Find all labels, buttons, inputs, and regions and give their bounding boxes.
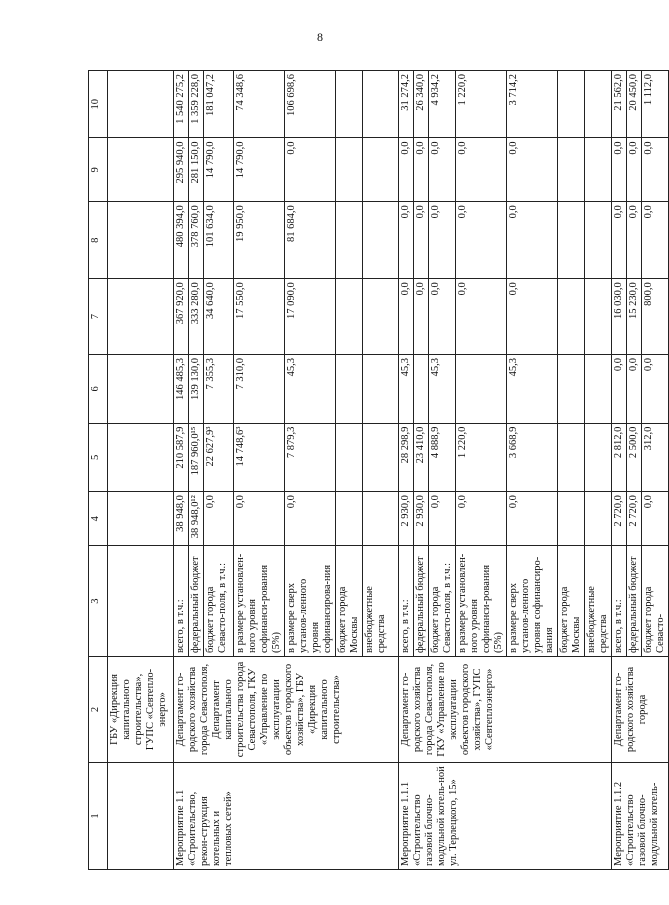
value-cell: 1 359 228,0 xyxy=(189,71,204,138)
value-cell: 45,3 xyxy=(507,355,558,424)
value-cell: 210 587,9 xyxy=(174,423,189,492)
header-cell: 6 xyxy=(89,355,108,424)
value-cell xyxy=(108,71,174,138)
funding-source-cell: федеральный бюджет xyxy=(189,546,204,657)
value-cell: 139 130,0 xyxy=(189,355,204,424)
value-cell: 45,3 xyxy=(399,355,414,424)
funding-source-cell: бюджет города Севасто-поля, в т.ч.: xyxy=(429,546,456,657)
value-cell: 0,0 xyxy=(285,138,336,202)
value-cell: 17 090,0 xyxy=(285,279,336,355)
value-cell xyxy=(336,138,363,202)
funding-source-cell: в размере сверх установ-ленного уровня софинансиро-вания xyxy=(507,546,558,657)
value-cell: 0,0 xyxy=(399,279,414,355)
value-cell: 367 920,0 xyxy=(174,279,189,355)
funding-source-cell: внебюджетные средства xyxy=(585,546,612,657)
value-cell xyxy=(558,202,585,279)
value-cell: 21 562,0 xyxy=(612,71,627,138)
value-cell: 0,0 xyxy=(456,138,507,202)
value-cell: 22 627,9³ xyxy=(204,423,234,492)
budget-table xyxy=(88,70,669,870)
funding-source-cell: всего, в т.ч.: xyxy=(174,546,189,657)
value-cell: 312,0 xyxy=(642,423,669,492)
value-cell: 19 950,0 xyxy=(234,202,285,279)
value-cell: 4 934,2 xyxy=(429,71,456,138)
value-cell: 0,0 xyxy=(627,355,642,424)
value-cell: 2 812,0 xyxy=(612,423,627,492)
value-cell xyxy=(336,202,363,279)
funding-source-cell: внебюджетные средства xyxy=(363,546,399,657)
value-cell: 0,0 xyxy=(612,138,627,202)
value-cell: 800,0 xyxy=(642,279,669,355)
funding-source-cell: в размере установлен-ного уровня софинанси-рования (5%) xyxy=(234,546,285,657)
value-cell: 106 698,6 xyxy=(285,71,336,138)
value-cell: 15 230,0 xyxy=(627,279,642,355)
funding-source-cell xyxy=(108,546,174,657)
value-cell: 295 940,0 xyxy=(174,138,189,202)
value-cell: 281 150,0 xyxy=(189,138,204,202)
value-cell: 45,3 xyxy=(285,355,336,424)
value-cell xyxy=(558,423,585,492)
value-cell xyxy=(558,279,585,355)
header-cell: 3 xyxy=(89,546,108,657)
measure-cell: Мероприятие 1.1.1 «Строительство газовой блочно-модульной котель-ной ул. Терлецкого, 15» xyxy=(399,762,612,869)
value-cell: 0,0 xyxy=(414,202,429,279)
value-cell: 378 760,0 xyxy=(189,202,204,279)
value-cell: 0,0 xyxy=(612,202,627,279)
value-cell xyxy=(558,138,585,202)
table-row xyxy=(174,71,189,870)
value-cell: 2 720,0 xyxy=(627,492,642,546)
value-cell: 38 948,0 xyxy=(174,492,189,546)
funding-source-cell: бюджет города Севасто-поля, в т.ч.: xyxy=(204,546,234,657)
table-row xyxy=(612,71,627,870)
value-cell: 101 634,0 xyxy=(204,202,234,279)
value-cell: 0,0 xyxy=(456,279,507,355)
value-cell xyxy=(108,279,174,355)
value-cell xyxy=(108,355,174,424)
value-cell xyxy=(585,492,612,546)
value-cell: 4 888,9 xyxy=(429,423,456,492)
value-cell xyxy=(336,355,363,424)
value-cell: 181 047,2 xyxy=(204,71,234,138)
value-cell: 45,3 xyxy=(429,355,456,424)
executor-cell: Департамент го-родского хозяйства города xyxy=(612,657,669,763)
value-cell xyxy=(363,492,399,546)
value-cell: 23 410,0 xyxy=(414,423,429,492)
value-cell xyxy=(336,423,363,492)
value-cell: 0,0 xyxy=(642,492,669,546)
value-cell: 17 550,0 xyxy=(234,279,285,355)
value-cell xyxy=(585,423,612,492)
measure-cell: Мероприятие 1.1.2 «Строительство газовой блочно-модульной котель- xyxy=(612,762,669,869)
value-cell xyxy=(363,71,399,138)
value-cell: 3 714,2 xyxy=(507,71,558,138)
page-number: 8 xyxy=(317,30,323,44)
value-cell: 28 298,9 xyxy=(399,423,414,492)
value-cell: 0,0 xyxy=(285,492,336,546)
value-cell xyxy=(585,279,612,355)
value-cell xyxy=(108,202,174,279)
header-row xyxy=(89,71,108,870)
value-cell xyxy=(336,279,363,355)
value-cell: 7 355,3 xyxy=(204,355,234,424)
header-cell: 4 xyxy=(89,492,108,546)
value-cell: 0,0 xyxy=(414,279,429,355)
value-cell: 26 340,0 xyxy=(414,71,429,138)
value-cell xyxy=(585,355,612,424)
measure-cell: Мероприятие 1.1 «Строительство, рекон-струкция котельных и тепловых сетей» xyxy=(174,762,399,869)
value-cell: 2 930,0 xyxy=(399,492,414,546)
funding-source-cell: бюджет города Москвы xyxy=(558,546,585,657)
value-cell: 0,0 xyxy=(429,279,456,355)
header-cell: 10 xyxy=(89,71,108,138)
value-cell xyxy=(363,279,399,355)
value-cell xyxy=(336,492,363,546)
value-cell: 20 450,0 xyxy=(627,71,642,138)
value-cell: 333 280,0 xyxy=(189,279,204,355)
value-cell xyxy=(108,423,174,492)
value-cell xyxy=(414,355,429,424)
value-cell xyxy=(558,71,585,138)
value-cell xyxy=(336,71,363,138)
value-cell xyxy=(363,355,399,424)
value-cell: 480 394,0 xyxy=(174,202,189,279)
value-cell: 0,0 xyxy=(507,138,558,202)
funding-source-cell: в размере установлен-ного уровня софинанси-рования (5%) xyxy=(456,546,507,657)
funding-source-cell: федеральный бюджет xyxy=(627,546,642,657)
value-cell: 2 500,0 xyxy=(627,423,642,492)
value-cell: 38 948,0¹² xyxy=(189,492,204,546)
value-cell: 34 640,0 xyxy=(204,279,234,355)
value-cell: 0,0 xyxy=(429,138,456,202)
value-cell xyxy=(558,492,585,546)
value-cell: 0,0 xyxy=(399,138,414,202)
value-cell: 81 684,0 xyxy=(285,202,336,279)
value-cell xyxy=(456,355,507,424)
value-cell: 16 030,0 xyxy=(612,279,627,355)
value-cell: 0,0 xyxy=(627,138,642,202)
value-cell: 187 960,0¹⁵ xyxy=(189,423,204,492)
value-cell: 14 748,6³ xyxy=(234,423,285,492)
value-cell: 0,0 xyxy=(204,492,234,546)
funding-source-cell: в размере сверх установ-ленного уровня софинансирова-ния xyxy=(285,546,336,657)
executor-cell: Департамент го-родского хозяйства города Севастополя, Департамент капитального строительства города Севастополя, ГКУ «Управление по эксплуатации объектов городского хозяйства», ГБУ «Дирекция капитального строительства» xyxy=(174,657,399,763)
rotated-table-container xyxy=(88,70,666,870)
funding-source-cell: бюджет города Москвы xyxy=(336,546,363,657)
value-cell xyxy=(108,138,174,202)
value-cell: 3 668,9 xyxy=(507,423,558,492)
value-cell: 2 720,0 xyxy=(612,492,627,546)
value-cell: 0,0 xyxy=(507,202,558,279)
value-cell xyxy=(108,492,174,546)
header-cell: 7 xyxy=(89,279,108,355)
value-cell: 14 790,0 xyxy=(204,138,234,202)
value-cell: 0,0 xyxy=(234,492,285,546)
header-cell: 9 xyxy=(89,138,108,202)
value-cell: 0,0 xyxy=(642,202,669,279)
value-cell: 0,0 xyxy=(627,202,642,279)
executor-cell: ГБУ «Дирекция капитального строительства», ГУПС «Севтепло-энерго» xyxy=(108,657,174,763)
funding-source-cell: федеральный бюджет xyxy=(414,546,429,657)
funding-source-cell: бюджет города Севасто- xyxy=(642,546,669,657)
value-cell: 1 540 275,2 xyxy=(174,71,189,138)
value-cell: 14 790,0 xyxy=(234,138,285,202)
measure-cell xyxy=(108,762,174,869)
executor-cell: Департамент го-родского хозяйства города Севастополя, ГКУ «Управление по эксплуатации объектов городского хозяйства», ГУПС «Севтеплоэнерго» xyxy=(399,657,612,763)
value-cell xyxy=(585,138,612,202)
table-row xyxy=(108,71,174,870)
value-cell: 0,0 xyxy=(429,492,456,546)
funding-source-cell: всего, в т.ч.: xyxy=(399,546,414,657)
value-cell: 2 930,0 xyxy=(414,492,429,546)
value-cell: 7 879,3 xyxy=(285,423,336,492)
funding-source-cell: всего, в т.ч.: xyxy=(612,546,627,657)
value-cell: 0,0 xyxy=(429,202,456,279)
header-cell: 1 xyxy=(89,762,108,869)
value-cell: 0,0 xyxy=(414,138,429,202)
value-cell: 0,0 xyxy=(507,492,558,546)
value-cell xyxy=(585,71,612,138)
header-cell: 8 xyxy=(89,202,108,279)
value-cell xyxy=(363,423,399,492)
value-cell: 0,0 xyxy=(399,202,414,279)
table-row xyxy=(399,71,414,870)
value-cell: 0,0 xyxy=(642,355,669,424)
value-cell: 74 348,6 xyxy=(234,71,285,138)
value-cell xyxy=(585,202,612,279)
value-cell: 1 112,0 xyxy=(642,71,669,138)
value-cell: 0,0 xyxy=(456,492,507,546)
value-cell: 1 220,0 xyxy=(456,423,507,492)
value-cell xyxy=(558,355,585,424)
value-cell: 1 220,0 xyxy=(456,71,507,138)
value-cell: 0,0 xyxy=(507,279,558,355)
value-cell xyxy=(363,138,399,202)
value-cell: 146 485,3 xyxy=(174,355,189,424)
value-cell: 0,0 xyxy=(456,202,507,279)
value-cell xyxy=(363,202,399,279)
header-cell: 2 xyxy=(89,657,108,763)
value-cell: 0,0 xyxy=(642,138,669,202)
value-cell: 31 274,2 xyxy=(399,71,414,138)
value-cell: 0,0 xyxy=(612,355,627,424)
value-cell: 7 310,0 xyxy=(234,355,285,424)
header-cell: 5 xyxy=(89,423,108,492)
